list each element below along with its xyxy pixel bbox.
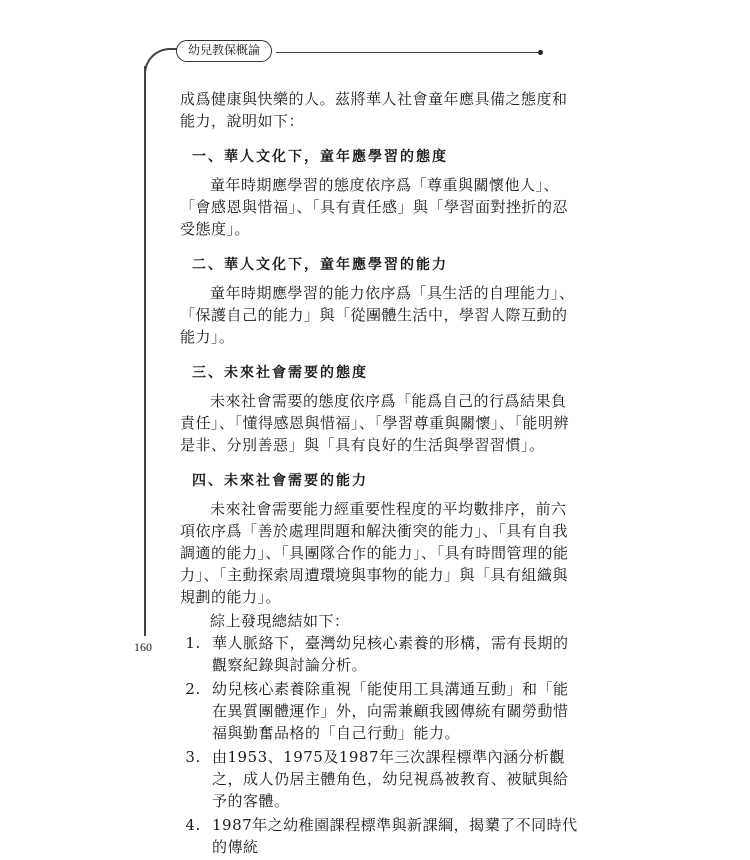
section-3	[180, 362, 580, 456]
summary-item: 2. 幼兒核心素養除重視「能使用工具溝通互動」和「能在異質團體運作」外，向需兼顧我國傳統有關勞動惜福與勤奮品格的「自己行動」能力。	[206, 678, 580, 744]
section-1	[180, 146, 580, 240]
header-rule-dot	[538, 50, 543, 55]
section-body: 童年時期應學習的態度依序爲「尊重與關懷他人」、「會感恩與惜福」、「具有責任感」與「學習面對挫折的忍受態度」。	[180, 176, 569, 238]
section-2	[180, 254, 580, 348]
header-rule	[276, 52, 538, 53]
page-frame-line	[144, 66, 146, 636]
section-4	[180, 470, 580, 608]
summary-intro: 綜上發現總結如下：	[210, 612, 350, 630]
summary-item: 3. 由1953、1975及1987年三次課程標準內涵分析觀之，成人仍居主體角色，幼兒視爲被教育、被賦與給予的客體。	[206, 746, 580, 812]
section-body: 童年時期應學習的能力依序爲「具生活的自理能力」、「保護自己的能力」與「從團體生活中，學習人際互動的能力」。	[180, 284, 575, 346]
summary-item: 4. 1987年之幼稚園課程標準與新課綱，揭櫫了不同時代的傳統	[206, 814, 580, 858]
section-body: 未來社會需要的態度依序爲「能爲自己的行爲結果負責任」、「懂得感恩與惜福」、「學習尊重與關懷」、「能明辨是非、分別善惡」與「具有良好的生活與學習習慣」。	[180, 392, 570, 454]
section-heading: 三、未來社會需要的態度	[192, 365, 368, 381]
page-body	[180, 88, 580, 860]
section-heading: 一、華人文化下，童年應學習的態度	[192, 149, 448, 165]
summary-list	[180, 632, 580, 858]
intro-paragraph: 成爲健康與快樂的人。茲將華人社會童年應具備之態度和能力，說明如下：	[180, 90, 568, 130]
running-header-title: 幼兒教保概論	[176, 40, 272, 62]
page-number: 160	[134, 640, 152, 654]
section-heading: 二、華人文化下，童年應學習的能力	[192, 257, 448, 273]
summary-item: 1. 華人脈絡下，臺灣幼兒核心素養的形構，需有長期的觀察紀錄與討論分析。	[206, 632, 580, 676]
section-body: 未來社會需要能力經重要性程度的平均數排序，前六項依序爲「善於處理問題和解決衝突的能力」、「具有自我調適的能力」、「具團隊合作的能力」、「具有時間管理的能力」、「主動探索周遭環境與事物的能力」與「具有組織與規劃的能力」。	[180, 500, 569, 606]
section-heading: 四、未來社會需要的能力	[192, 473, 368, 489]
